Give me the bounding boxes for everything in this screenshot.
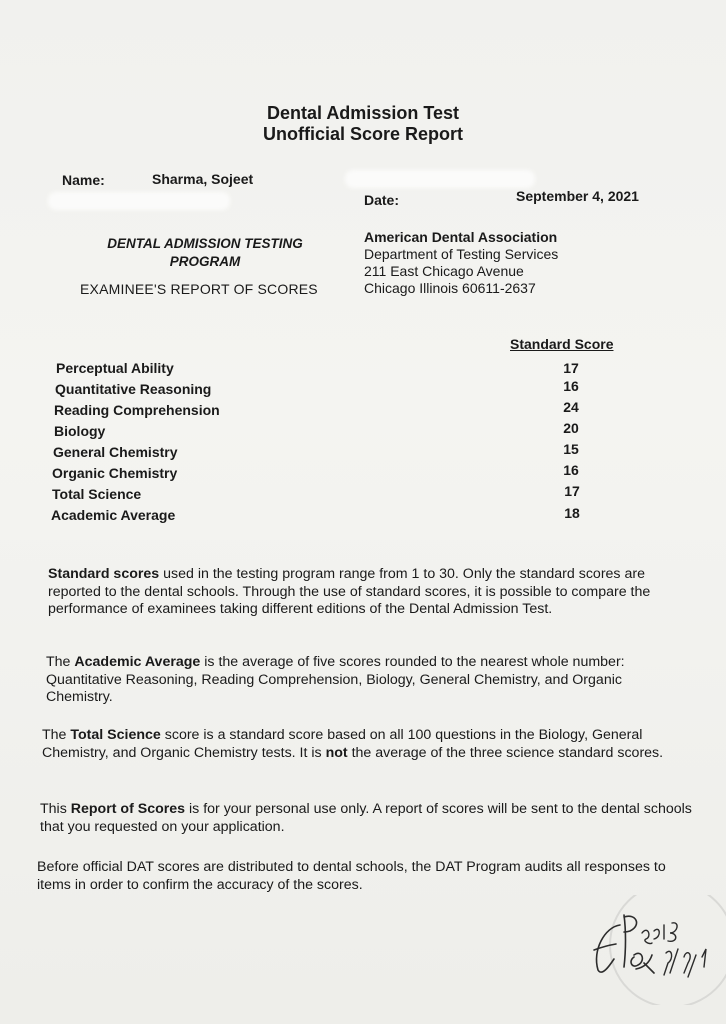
note-text: This [40, 801, 71, 817]
score-row [0, 462, 726, 486]
note-text: the average of the three science standard scores. [347, 744, 664, 761]
note-term: Report of Scores [70, 801, 186, 817]
score-row [0, 441, 726, 465]
subject-score: 17 [564, 483, 580, 499]
subject-name: Organic Chemistry [52, 465, 178, 481]
note-term: Total Science [70, 727, 161, 743]
note-total-science [42, 727, 687, 762]
note-academic-average [46, 654, 686, 707]
organization-city: Chicago Illinois 60611-2637 [364, 280, 536, 296]
note-text: score is a standard score based on all 100 questions in the Biology, General Chemistry, and Organic Chemistry tests. It is [42, 727, 643, 761]
program-line1: DENTAL ADMISSION TESTING [107, 236, 303, 251]
subject-score: 24 [563, 399, 579, 415]
organization-address [364, 229, 558, 297]
subject-score: 16 [563, 462, 579, 478]
standard-score-header: Standard Score [510, 336, 614, 352]
organization-street: 211 East Chicago Avenue [364, 263, 524, 279]
subject-score: 15 [563, 441, 579, 457]
note-term: Standard scores [48, 566, 160, 582]
organization-department: Department of Testing Services [364, 246, 559, 262]
program-heading [60, 235, 350, 271]
name-label: Name: [62, 172, 105, 188]
note-term: Academic Average [74, 654, 201, 670]
note-standard-scores [48, 566, 688, 619]
subject-name: General Chemistry [53, 444, 178, 460]
program-line2: PROGRAM [169, 254, 241, 269]
organization-name: American Dental Association [364, 229, 558, 245]
handwritten-signature [580, 895, 726, 1005]
subject-score: 17 [563, 360, 579, 376]
score-row [0, 507, 726, 528]
redacted-area-left [48, 192, 230, 210]
score-row [0, 483, 726, 507]
score-row [0, 399, 726, 423]
subject-name: Perceptual Ability [56, 360, 174, 376]
subject-score: 16 [563, 378, 579, 394]
score-row [0, 378, 726, 402]
subject-name: Academic Average [51, 507, 176, 523]
note-text: The [42, 727, 71, 743]
score-row [0, 420, 726, 444]
note-text: is the average of five scores rounded to the nearest whole number: Quantitative Reasoning, Reading Comprehension, Biology, General Chemistry, and Organic Chemistry. [46, 654, 625, 705]
note-emphasis: not [325, 744, 348, 761]
subject-score: 20 [563, 420, 579, 436]
subject-name: Quantitative Reasoning [55, 381, 212, 397]
note-text: The [46, 654, 75, 670]
note-audit: Before official DAT scores are distributed to dental schools, the DAT Program audits all responses to items in order to confirm the accuracy of the scores. [37, 859, 666, 893]
name-value: Sharma, Sojeet [152, 171, 254, 187]
subject-score: 18 [564, 505, 580, 521]
examinee-report-title: EXAMINEE'S REPORT OF SCORES [80, 281, 318, 297]
report-title-line2: Unofficial Score Report [262, 124, 464, 144]
note-text: is for your personal use only. A report of scores will be sent to the dental schools that you requested on your application. [40, 801, 692, 835]
subject-name: Biology [54, 423, 106, 439]
score-row [0, 360, 726, 381]
report-title-line1: Dental Admission Test [266, 103, 460, 123]
note-text: used in the testing program range from 1 to 30. Only the standard scores are reported to the dental schools. Through the use of standard scores, it is possible to compare the performance of examinees taking different editions of the Dental Admission Test. [48, 566, 651, 617]
date-label: Date: [364, 192, 400, 208]
redacted-area-top [345, 170, 535, 188]
date-value: September 4, 2021 [516, 188, 639, 204]
subject-name: Reading Comprehension [54, 402, 220, 418]
note-report-of-scores [40, 801, 695, 836]
subject-name: Total Science [52, 486, 142, 502]
